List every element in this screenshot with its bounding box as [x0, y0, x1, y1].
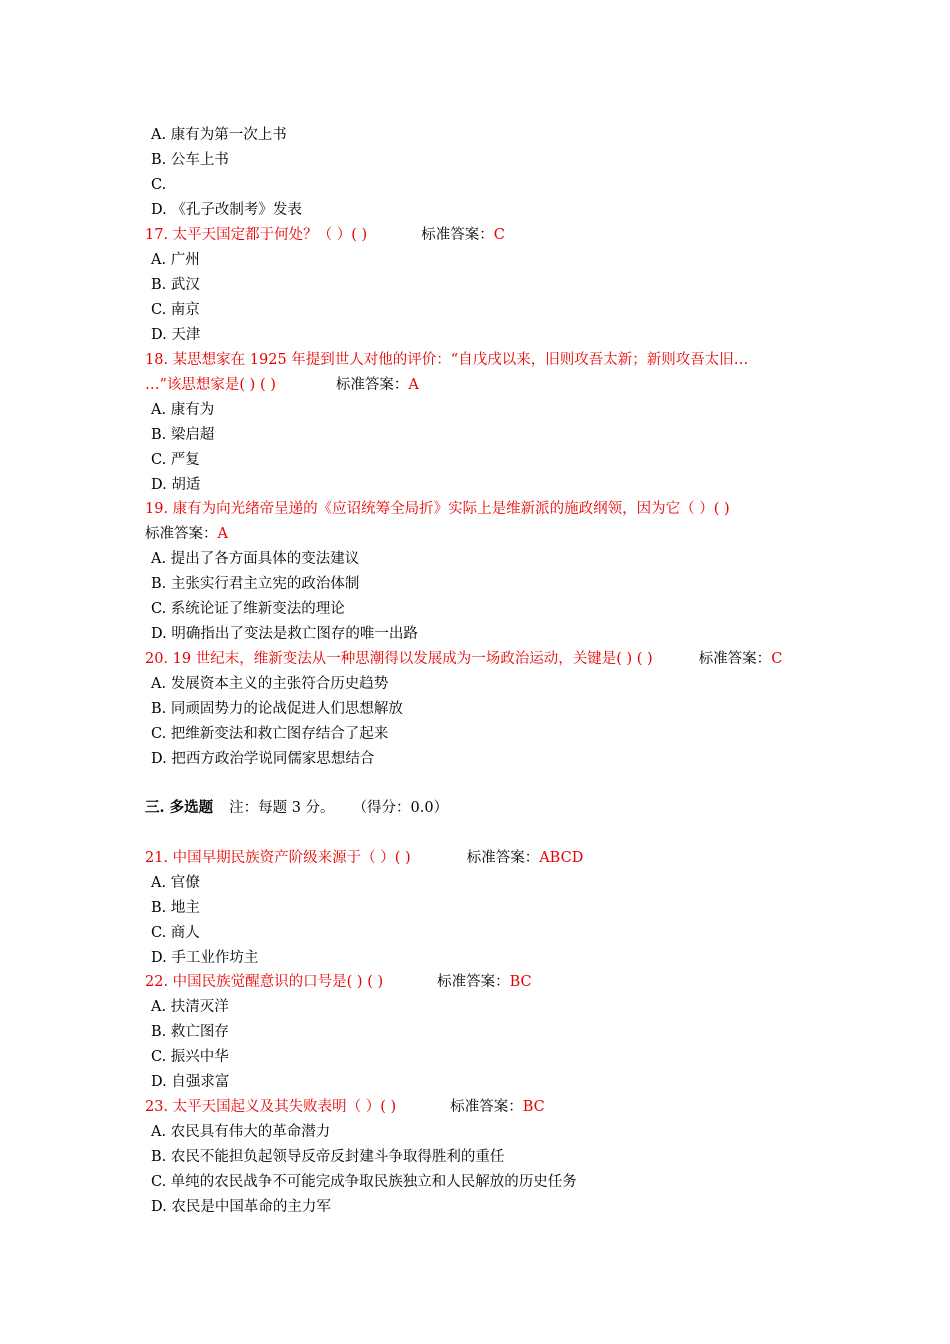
section-title: 三. 多选题	[145, 799, 214, 816]
option-a: A. 康有为第一次上书	[151, 127, 287, 143]
option-c: C. 把维新变法和救亡图存结合了起来	[151, 726, 389, 742]
question-text: …”该思想家是( ) ( )	[145, 377, 276, 393]
question-text: 20. 19 世纪末，维新变法从一种思潮得以发展成为一场政治运动，关键是( ) ( )	[145, 651, 653, 667]
question-21	[145, 848, 825, 868]
question-17	[145, 225, 825, 245]
answer-value: A	[217, 526, 228, 542]
question-text: 23. 太平天国起义及其失败表明（ ）( )	[145, 1099, 397, 1115]
option-c: C. 系统论证了维新变法的理论	[151, 601, 345, 617]
question-19: 19. 康有为向光绪帝呈递的《应诏统筹全局折》实际上是维新派的施政纲领，因为它（ ）( )	[145, 501, 730, 517]
answer-value: C	[493, 227, 505, 243]
option-b: B. 救亡图存	[151, 1024, 229, 1040]
question-text: 22. 中国民族觉醒意识的口号是( ) ( )	[145, 974, 384, 990]
question-18-line1: 18. 某思想家在 1925 年提到世人对他的评价：“自戊戌以来，旧则攻吾太新；新则攻吾太旧…	[145, 352, 749, 368]
option-c: C.	[151, 177, 167, 193]
question-23	[145, 1097, 825, 1117]
option-d: D. 胡适	[151, 477, 201, 493]
option-b: B. 主张实行君主立宪的政治体制	[151, 576, 360, 592]
answer-label: 标准答案：	[450, 1099, 523, 1115]
option-d: D. 自强求富	[151, 1074, 230, 1090]
answer-label: 标准答案：	[421, 227, 494, 243]
section-score: （得分：0.0）	[352, 800, 449, 816]
option-c: C. 振兴中华	[151, 1049, 229, 1065]
option-d: D. 手工业作坊主	[151, 950, 259, 966]
option-a: A. 提出了各方面具体的变法建议	[151, 551, 360, 567]
option-c: C. 南京	[151, 302, 200, 318]
answer-value: ABCD	[539, 850, 584, 866]
option-b: B. 地主	[151, 900, 200, 916]
answer-label: 标准答案：	[145, 526, 218, 542]
option-d: D. 天津	[151, 327, 201, 343]
answer-label: 标准答案：	[437, 974, 510, 990]
section-note: 注：每题 3 分。	[229, 800, 335, 816]
answer-row	[145, 524, 825, 544]
option-b: B. 公车上书	[151, 152, 229, 168]
question-22	[145, 972, 825, 992]
option-a: A. 广州	[151, 252, 200, 268]
option-b: B. 农民不能担负起领导反帝反封建斗争取得胜利的重任	[151, 1149, 505, 1165]
option-d: D. 《孔子改制考》发表	[151, 202, 302, 218]
option-c: C. 严复	[151, 452, 200, 468]
option-a: A. 农民具有伟大的革命潜力	[151, 1124, 331, 1140]
option-d: D. 农民是中国革命的主力军	[151, 1199, 331, 1215]
option-b: B. 武汉	[151, 277, 200, 293]
option-b: B. 梁启超	[151, 427, 215, 443]
option-c: C. 单纯的农民战争不可能完成争取民族独立和人民解放的历史任务	[151, 1174, 577, 1190]
option-d: D. 明确指出了变法是救亡图存的唯一出路	[151, 626, 418, 642]
question-text: 21. 中国早期民族资产阶级来源于（ ）( )	[145, 850, 411, 866]
option-a: A. 扶清灭洋	[151, 999, 229, 1015]
option-a: A. 官僚	[151, 875, 200, 891]
option-c: C. 商人	[151, 925, 200, 941]
answer-value: BC	[522, 1099, 545, 1115]
question-18-line2	[145, 375, 825, 395]
option-b: B. 同顽固势力的论战促进人们思想解放	[151, 701, 403, 717]
answer-label: 标准答案：	[335, 377, 409, 393]
answer-value: C	[771, 651, 783, 667]
option-a: A. 发展资本主义的主张符合历史趋势	[151, 676, 389, 692]
answer-value: A	[408, 377, 419, 393]
option-a: A. 康有为	[151, 402, 215, 418]
question-20	[145, 649, 825, 669]
answer-value: BC	[509, 974, 532, 990]
option-d: D. 把西方政治学说同儒家思想结合	[151, 751, 375, 767]
answer-label: 标准答案：	[698, 651, 772, 667]
question-text: 17. 太平天国定都于何处？（ ）( )	[145, 227, 368, 243]
answer-label: 标准答案：	[466, 850, 540, 866]
section-header	[145, 798, 825, 818]
